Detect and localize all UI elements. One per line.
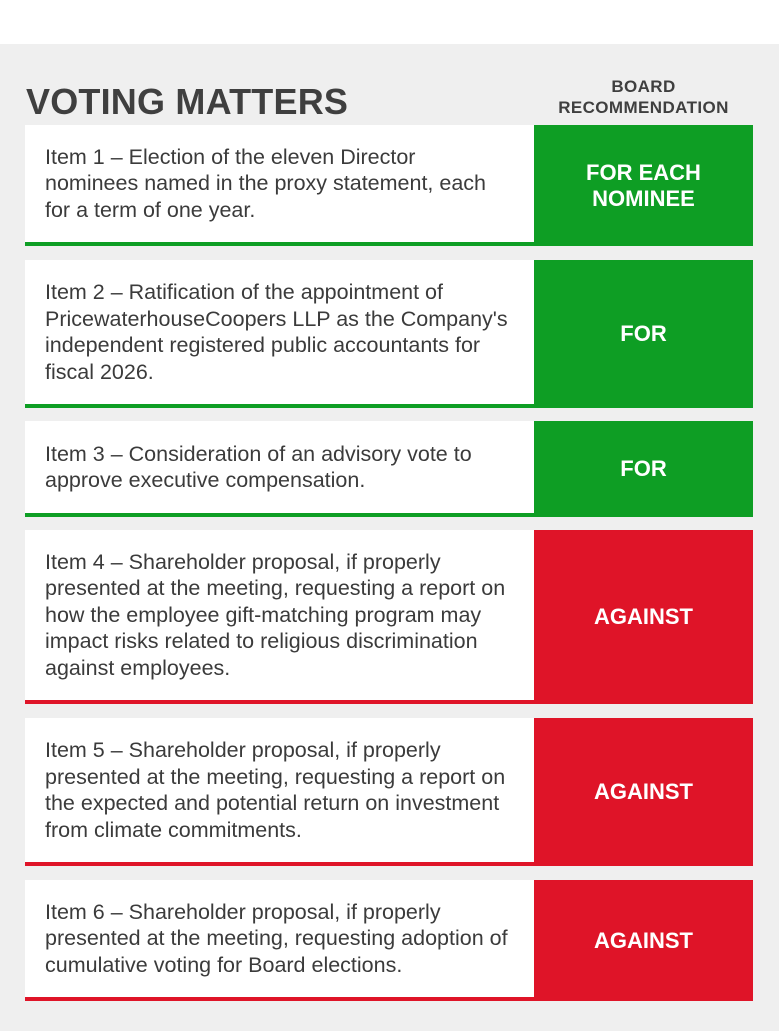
recommendation-line1: FOR EACH [586, 159, 701, 185]
recommendation-badge [534, 125, 753, 246]
item-description: Item 3 – Consideration of an advisory vote to approve executive compensation. [25, 421, 534, 517]
recommendation-badge [534, 718, 753, 866]
item-description: Item 2 – Ratification of the appointment of PricewaterhouseCoopers LLP as the Company's independent registered public accountants for fiscal 2026. [25, 260, 534, 408]
voting-item-3 [25, 421, 753, 517]
voting-item-6 [25, 880, 753, 1001]
item-description: Item 1 – Election of the eleven Director nominees named in the proxy statement, each for a term of one year. [25, 125, 534, 246]
recommendation-line2: NOMINEE [592, 185, 695, 211]
voting-item-4 [25, 530, 753, 704]
recommendation-line1: AGAINST [594, 779, 693, 804]
voting-item-5 [25, 718, 753, 866]
page-title: VOTING MATTERS [26, 81, 349, 122]
recommendation-badge [534, 421, 753, 517]
recommendation-badge [534, 260, 753, 408]
voting-item-2 [25, 260, 753, 408]
recommendation-line1: AGAINST [594, 604, 693, 629]
recommendation-line1: AGAINST [594, 927, 693, 953]
item-description: Item 5 – Shareholder proposal, if properly presented at the meeting, requesting a report on the expected and potential return on investment from climate commitments. [25, 718, 534, 866]
board-recommendation-header [535, 76, 752, 118]
rec-header-line2: RECOMMENDATION [558, 98, 729, 117]
recommendation-line1: FOR [620, 321, 667, 346]
recommendation-line1: FOR [620, 456, 667, 481]
recommendation-badge [534, 880, 753, 1001]
item-description: Item 6 – Shareholder proposal, if properly presented at the meeting, requesting adoption of cumulative voting for Board elections. [25, 880, 534, 1001]
rec-header-line1: BOARD [611, 77, 676, 96]
voting-item-1 [25, 125, 753, 246]
recommendation-badge [534, 530, 753, 704]
item-description: Item 4 – Shareholder proposal, if properly presented at the meeting, requesting a report on how the employee gift-matching program may impact risks related to religious discrimination against employees. [25, 530, 534, 704]
